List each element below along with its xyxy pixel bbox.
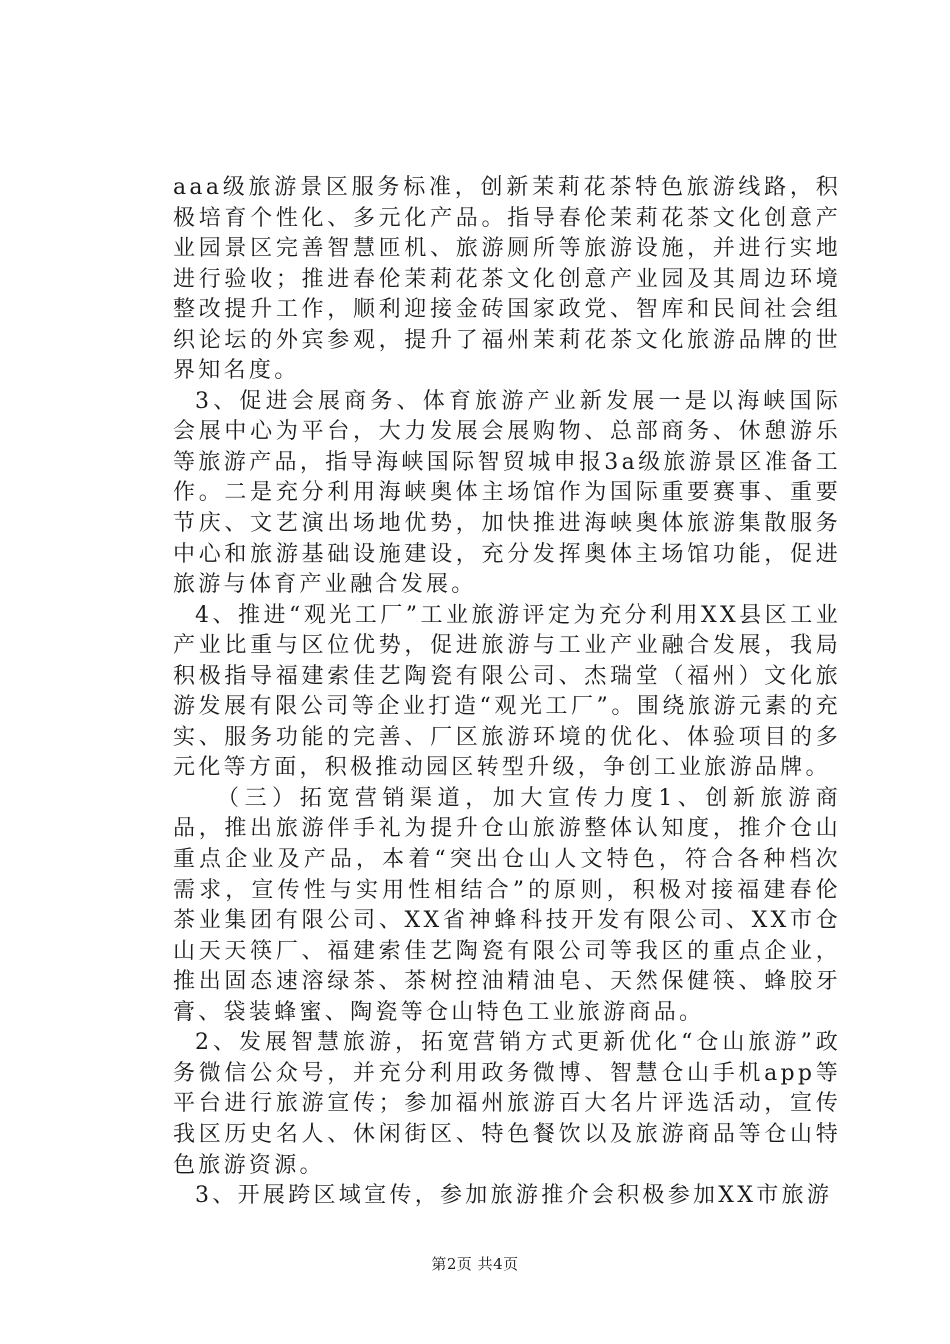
paragraph-smart-tourism: 2、发展智慧旅游，拓宽营销方式更新优化“仓山旅游”政务微信公众号，并充分利用政务微博、智慧仓山手机app等平台进行旅游宣传；参加福州旅游百大名片评选活动，宣传我区历史名人、休闲街区、特色餐饮以及旅游商品等仓山特色旅游资源。 <box>173 1030 841 1178</box>
body-text <box>173 173 841 1212</box>
paragraph-industrial-tourism: 4、推进“观光工厂”工业旅游评定为充分利用XX县区工业产业比重与区位优势，促进旅游与工业产业融合发展，我局积极指导福建索佳艺陶瓷有限公司、杰瑞堂（福州）文化旅游发展有限公司等企业打造“观光工厂”。围绕旅游元素的充实、服务功能的完善、厂区旅游环境的优化、体验项目的多元化等方面，积极推动园区转型升级，争创工业旅游品牌。 <box>173 602 841 781</box>
paragraph-exhibition-sports: 3、促进会展商务、体育旅游产业新发展一是以海峡国际会展中心为平台，大力发展会展购物、总部商务、休憩游乐等旅游产品，指导海峡国际智贸城申报3a级旅游景区准备工作。二是充分利用海峡奥体主场馆作为国际重要赛事、重要节庆、文艺演出场地优势，加快推进海峡奥体旅游集散服务中心和旅游基础设施建设，充分发挥奥体主场馆功能，促进旅游与体育产业融合发展。 <box>173 388 841 598</box>
paragraph-scenic-standard: aaa级旅游景区服务标准，创新茉莉花茶特色旅游线路，积极培育个性化、多元化产品。指导春伦茉莉花茶文化创意产业园景区完善智慧匝机、旅游厕所等旅游设施，并进行实地进行验收；推进春伦茉莉花茶文化创意产业园及其周边环境整改提升工作，顺利迎接金砖国家政党、智库和民间社会组织论坛的外宾参观，提升了福州茉莉花茶文化旅游品牌的世界知名度。 <box>173 175 841 384</box>
page-number-footer: 第2页 共4页 <box>431 1255 519 1273</box>
paragraph-marketing-channels: （三）拓宽营销渠道，加大宣传力度1、创新旅游商品，推出旅游伴手礼为提升仓山旅游整体认知度，推介仓山重点企业及产品，本着“突出仓山人文特色，符合各种档次需求，宣传性与实用性相结合”的原则，积极对接福建春伦茶业集团有限公司、XX省神蜂科技开发有限公司、XX市仓山天天筷厂、福建索佳艺陶瓷有限公司等我区的重点企业，推出固态速溶绿茶、茶树控油精油皂、天然保健筷、蜂胶牙膏、袋装蜂蜜、陶瓷等仓山特色工业旅游商品。 <box>173 785 841 1025</box>
paragraph-cross-region: 3、开展跨区域宣传，参加旅游推介会积极参加XX市旅游 <box>195 1183 833 1209</box>
